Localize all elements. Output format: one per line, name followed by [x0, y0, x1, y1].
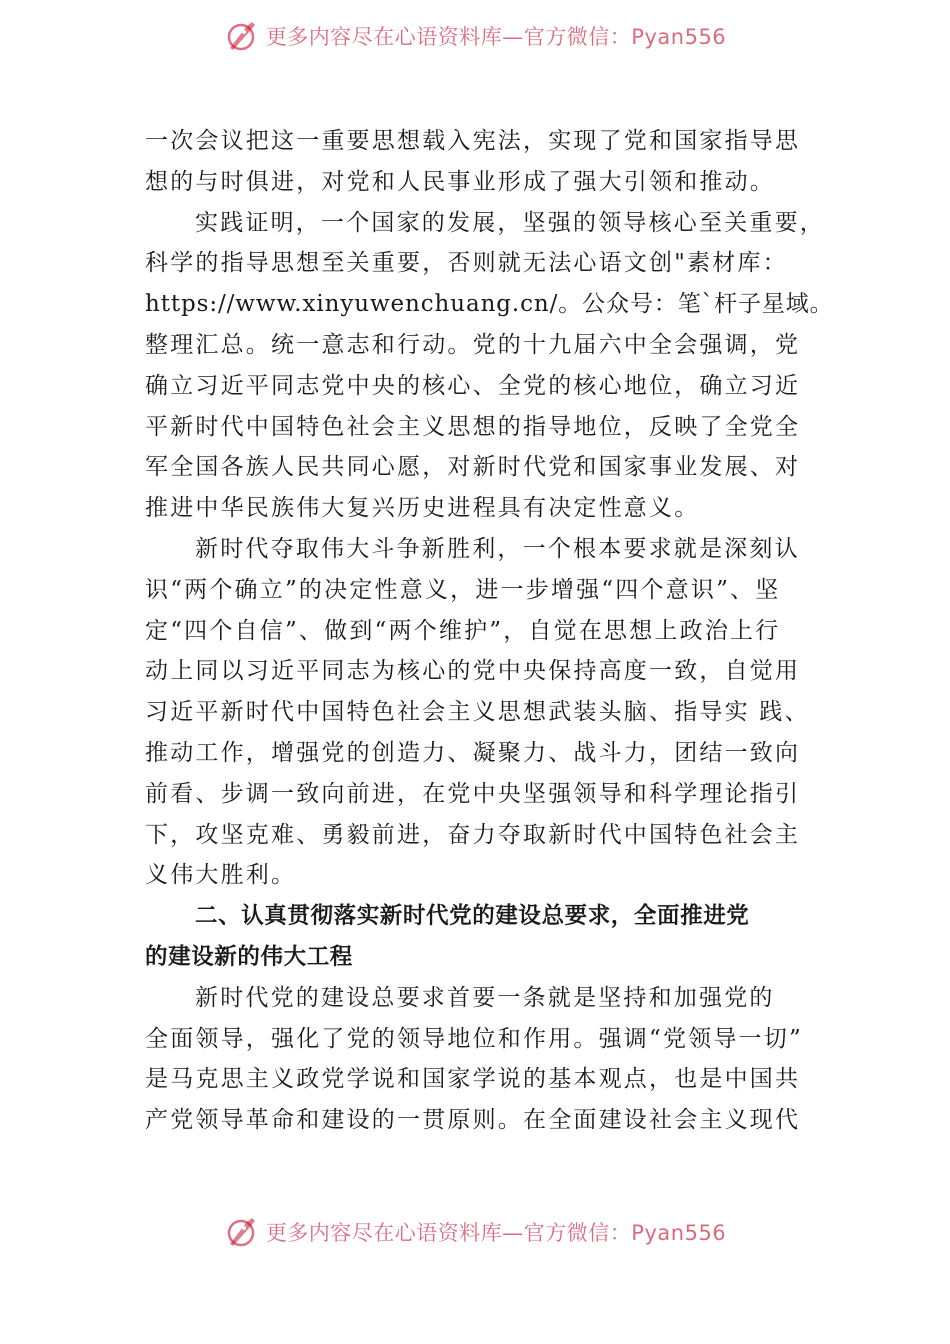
body-line: 整理汇总。统一意志和行动。党的十九届六中全会强调，党	[145, 331, 801, 358]
body-line: 想的与时俱进，对党和人民事业形成了强大引领和推动。	[145, 168, 775, 195]
section-heading-continued: 的建设新的伟大工程	[145, 943, 353, 970]
body-line: 定“四个自信”、做到“两个维护”，自觉在思想上政治上行	[145, 617, 781, 644]
body-line: 是马克思主义政党学说和国家学说的基本观点，也是中国共	[145, 1066, 801, 1093]
paragraph-first-line: 新时代党的建设总要求首要一条就是坚持和加强党的	[195, 984, 775, 1011]
body-line: 识“两个确立”的决定性意义，进一步增强“四个意识”、坚	[145, 576, 781, 603]
body-line: 确立习近平同志党中央的核心、全党的核心地位，确立习近	[145, 372, 801, 399]
body-line: 动上同以习近平同志为核心的党中央保持高度一致，自觉用	[145, 658, 801, 685]
body-line: 全面领导，强化了党的领导地位和作用。强调“党领导一切”	[145, 1025, 803, 1052]
body-line: 义伟大胜利。	[145, 862, 297, 889]
body-line: 推进中华民族伟大复兴历史进程具有决定性意义。	[145, 495, 700, 522]
paragraph-first-line: 新时代夺取伟大斗争新胜利，一个根本要求就是深刻认	[195, 535, 800, 562]
paragraph-first-line: 实践证明，一个国家的发展，坚强的领导核心至关重要，	[195, 209, 825, 236]
body-line: 下，攻坚克难、勇毅前进，奋力夺取新时代中国特色社会主	[145, 821, 801, 848]
section-heading: 二、认真贯彻落实新时代党的建设总要求，全面推进党	[195, 903, 750, 930]
body-line: 前看、步调一致向前进，在党中央坚强领导和科学理论指引	[145, 780, 801, 807]
watermark-text: 更多内容尽在心语资料库—官方微信：Pyan556	[265, 25, 727, 49]
body-line: 习近平新时代中国特色社会主义思想武装头脑、指导实 践、	[145, 699, 810, 726]
body-line: 一次会议把这一重要思想载入宪法，实现了党和国家指导思	[145, 128, 801, 154]
pen-nib-logo-icon	[224, 1214, 260, 1250]
body-line: 军全国各族人民共同心愿，对新时代党和国家事业发展、对	[145, 454, 801, 481]
body-line: 科学的指导思想至关重要，否则就无法心语文创"素材库：	[145, 250, 788, 277]
body-line: 推动工作，增强党的创造力、凝聚力、战斗力，团结一致向	[145, 739, 801, 766]
watermark-banner-bottom	[0, 1210, 950, 1254]
pen-nib-logo-icon	[224, 18, 260, 54]
watermark-banner-top	[0, 14, 950, 58]
body-line: 产党领导革命和建设的一贯原则。在全面建设社会主义现代	[145, 1107, 801, 1134]
document-body	[145, 121, 834, 1141]
watermark-text: 更多内容尽在心语资料库—官方微信：Pyan556	[265, 1221, 727, 1245]
body-line: 平新时代中国特色社会主义思想的指导地位，反映了全党全	[145, 413, 801, 440]
body-line-url: https://www.xinyuwenchuang.cn/。公众号：笔`杆子星域。	[145, 291, 834, 318]
